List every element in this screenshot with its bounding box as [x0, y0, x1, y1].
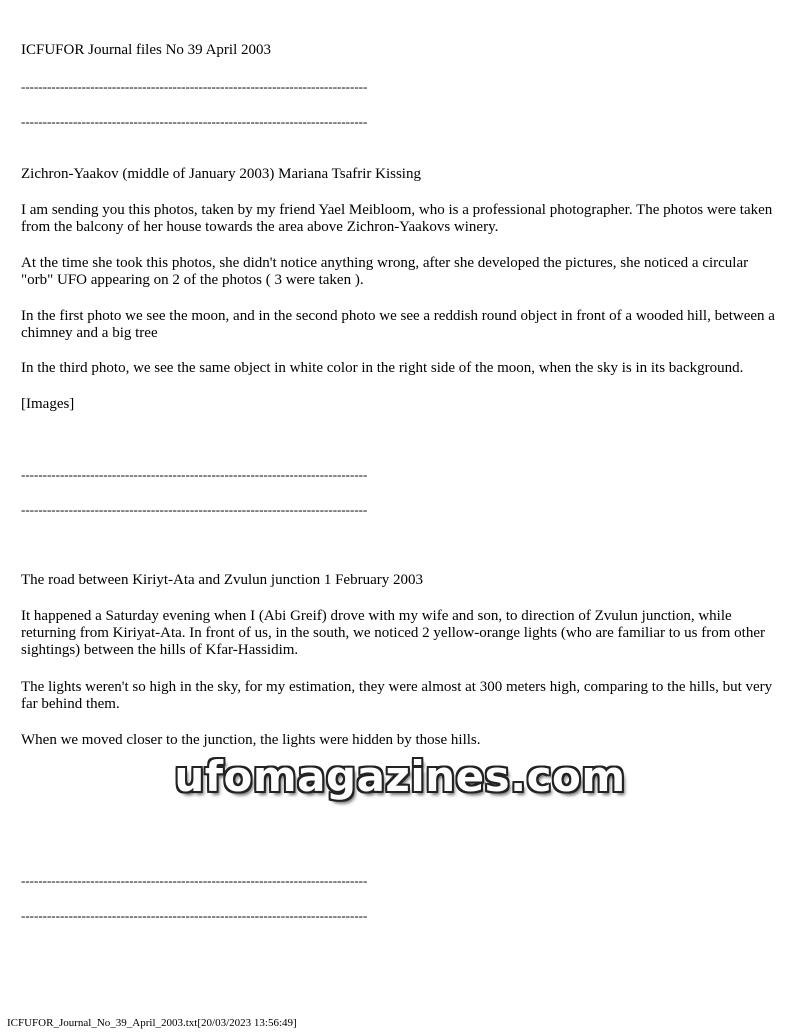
divider-3: --------------------------------------------------------------------------------: [21, 467, 368, 482]
divider-1: --------------------------------------------------------------------------------: [21, 79, 368, 94]
journal-title: ICFUFOR Journal files No 39 April 2003: [21, 42, 272, 58]
watermark-logo: ufomagazines.com: [174, 752, 626, 801]
report-2-heading: The road between Kiriyt-Ata and Zvulun junction 1 February 2003: [21, 572, 423, 588]
page-footer: ICFUFOR_Journal_No_39_April_2003.txt[20/03/2023 13:56:49]: [7, 1017, 297, 1029]
report-1-paragraph-2: At the time she took this photos, she didn't notice anything wrong, after she developed the pictures, she noticed a circular "orb" UFO appearing on 2 of the photos ( 3 were taken ).: [21, 255, 749, 288]
report-2-paragraph-3: When we moved closer to the junction, the lights were hidden by those hills.: [21, 732, 481, 748]
report-1-paragraph-4: In the third photo, we see the same object in white color in the right side of the moon, when the sky is in its background.: [21, 360, 744, 376]
report-1-paragraph-3: In the first photo we see the moon, and in the second photo we see a reddish round object in front of a wooded hill, between a chimney and a big tree: [21, 308, 775, 341]
report-1-heading: Zichron-Yaakov (middle of January 2003) Mariana Tsafrir Kissing: [21, 166, 421, 182]
report-1-paragraph-1: I am sending you this photos, taken by my friend Yael Meibloom, who is a professional photographer. The photos were taken from the balcony of her house towards the area above Zichron-Yaakovs winery.: [21, 202, 773, 235]
report-1-images-placeholder: [Images]: [21, 396, 75, 412]
report-2-paragraph-1: It happened a Saturday evening when I (Abi Greif) drove with my wife and son, to direction of Zvulun junction, while returning from Kiriyat-Ata. In front of us, in the south, we noticed 2 yellow-orange lights (who are familiar to us from other sightings) between the hills of Kfar-Hassidim.: [21, 608, 765, 658]
divider-5: --------------------------------------------------------------------------------: [21, 873, 368, 888]
report-2-paragraph-2: The lights weren't so high in the sky, for my estimation, they were almost at 300 meters high, comparing to the hills, but very far behind them.: [21, 679, 773, 712]
divider-2: --------------------------------------------------------------------------------: [21, 114, 368, 129]
divider-6: --------------------------------------------------------------------------------: [21, 908, 368, 923]
divider-4: --------------------------------------------------------------------------------: [21, 502, 368, 517]
